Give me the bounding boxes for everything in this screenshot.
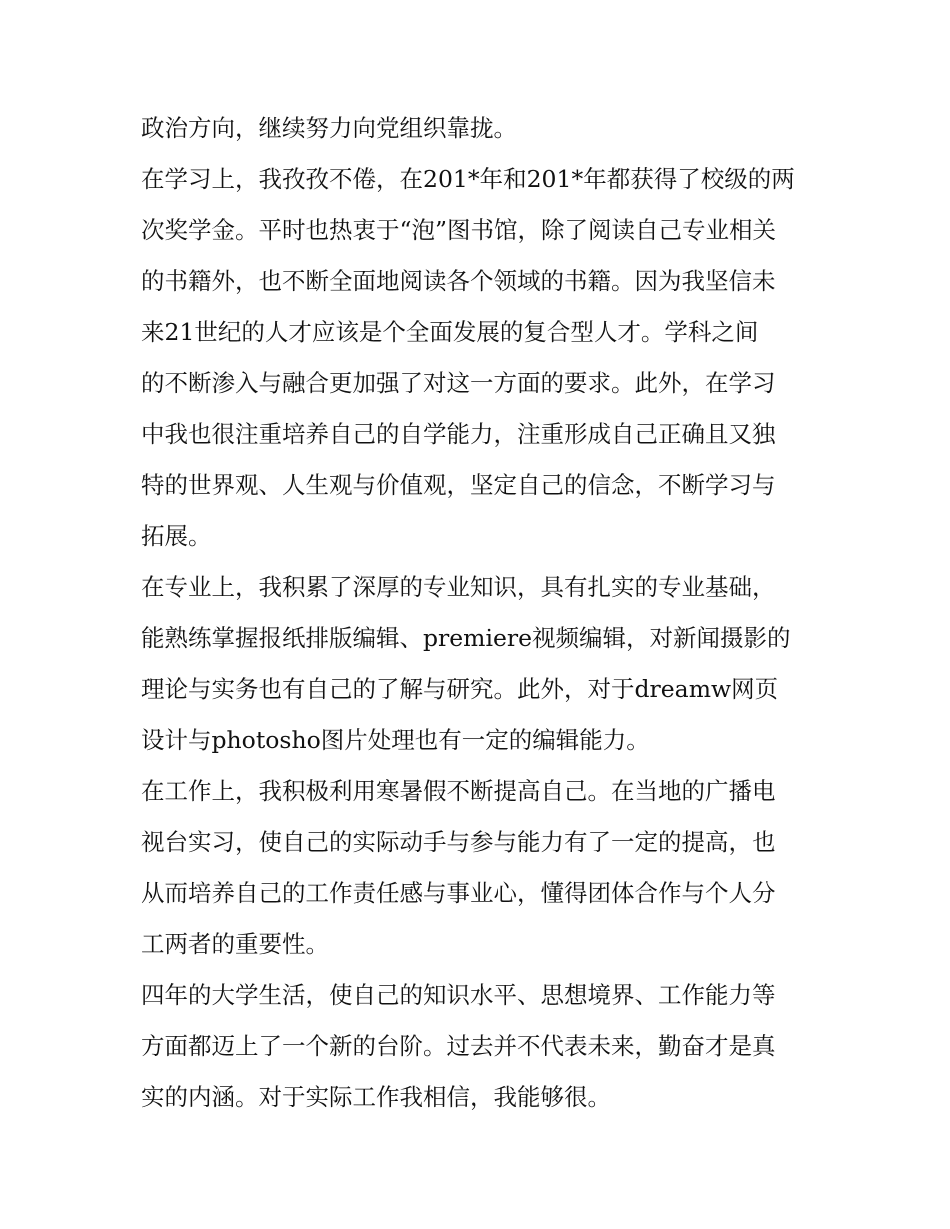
text-line: 的书籍外，也不断全面地阅读各个领域的书籍。因为我坚信未 — [141, 267, 776, 295]
paragraph-work — [141, 766, 815, 970]
text-line: 实的内涵。对于实际工作我相信，我能够很。 — [141, 1083, 611, 1111]
text-line: 能熟练掌握报纸排版编辑、premiere视频编辑，对新闻摄影的 — [141, 624, 791, 652]
text-line: 理论与实务也有自己的了解与研究。此外，对于dreamw网页 — [141, 675, 779, 703]
text-line: 视台实习，使自己的实际动手与参与能力有了一定的提高，也 — [141, 828, 776, 856]
paragraph-summary — [141, 970, 815, 1123]
text-line: 政治方向，继续努力向党组织靠拢。 — [141, 114, 517, 142]
paragraph-major — [141, 562, 815, 766]
paragraph-political — [141, 103, 815, 154]
text-line: 方面都迈上了一个新的台阶。过去并不代表未来，勤奋才是真 — [141, 1032, 776, 1060]
text-line: 在学习上，我孜孜不倦，在201*年和201*年都获得了校级的两 — [141, 165, 795, 193]
text-line: 的不断渗入与融合更加强了对这一方面的要求。此外，在学习 — [141, 369, 776, 397]
text-line: 工两者的重要性。 — [141, 930, 329, 958]
text-line: 拓展。 — [141, 522, 212, 550]
text-line: 来21世纪的人才应该是个全面发展的复合型人才。学科之间 — [141, 318, 759, 346]
document-body — [141, 103, 815, 1123]
text-line: 次奖学金。平时也热衷于“泡”图书馆，除了阅读自己专业相关 — [141, 216, 777, 244]
text-line: 特的世界观、人生观与价值观，坚定自己的信念，不断学习与 — [141, 471, 776, 499]
text-line: 在专业上，我积累了深厚的专业知识，具有扎实的专业基础， — [141, 573, 776, 601]
text-line: 从而培养自己的工作责任感与事业心，懂得团体合作与个人分 — [141, 879, 776, 907]
text-line: 中我也很注重培养自己的自学能力，注重形成自己正确且又独 — [141, 420, 776, 448]
paragraph-study — [141, 154, 815, 562]
text-line: 设计与photosho图片处理也有一定的编辑能力。 — [141, 726, 650, 754]
text-line: 在工作上，我积极利用寒暑假不断提高自己。在当地的广播电 — [141, 777, 776, 805]
text-line: 四年的大学生活，使自己的知识水平、思想境界、工作能力等 — [141, 981, 776, 1009]
